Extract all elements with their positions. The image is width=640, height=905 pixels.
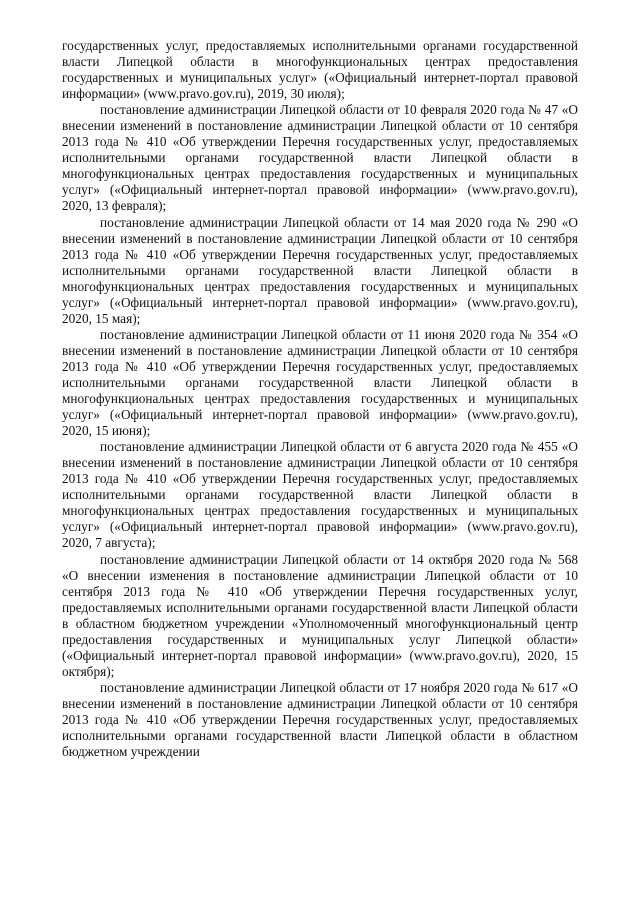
paragraph-resolution-568: постановление администрации Липецкой области от 14 октября 2020 года № 568 «О внесении изменения в постановление администрации Липецкой области от 10 сентября 2013 года № 410 «Об утверждении Перечня государственных услуг, предоставляемых исполнительными органами государственной власти Липецкой области в областном бюджетном учреждении «Уполномоченный многофункциональный центр предоставления государственных и муниципальных услуг Липецкой области» («Официальный интернет-портал правовой информации» (www.pravo.gov.ru), 2020, 15 октября); bbox=[62, 551, 578, 679]
document-page bbox=[62, 38, 578, 760]
paragraph-resolution-617: постановление администрации Липецкой области от 17 ноября 2020 года № 617 «О внесении изменений в постановление администрации Липецкой области от 10 сентября 2013 года № 410 «Об утверждении Перечня государственных услуг, предоставляемых исполнительными органами государственной власти Липецкой области в областном бюджетном учреждении bbox=[62, 679, 578, 760]
paragraph-resolution-455: постановление администрации Липецкой области от 6 августа 2020 года № 455 «О внесении изменений в постановление администрации Липецкой области от 10 сентября 2013 года № 410 «Об утверждении Перечня государственных услуг, предоставляемых исполнительными органами государственной власти Липецкой области в многофункциональных центрах предоставления государственных и муниципальных услуг» («Официальный интернет-портал правовой информации» (www.pravo.gov.ru), 2020, 7 августа); bbox=[62, 439, 578, 551]
paragraph-resolution-290: постановление администрации Липецкой области от 14 мая 2020 года № 290 «О внесении изменений в постановление администрации Липецкой области от 10 сентября 2013 года № 410 «Об утверждении Перечня государственных услуг, предоставляемых исполнительными органами государственной власти Липецкой области в многофункциональных центрах предоставления государственных и муниципальных услуг» («Официальный интернет-портал правовой информации» (www.pravo.gov.ru), 2020, 15 мая); bbox=[62, 214, 578, 326]
paragraph-resolution-354: постановление администрации Липецкой области от 11 июня 2020 года № 354 «О внесении изменений в постановление администрации Липецкой области от 10 сентября 2013 года № 410 «Об утверждении Перечня государственных услуг, предоставляемых исполнительными органами государственной власти Липецкой области в многофункциональных центрах предоставления государственных и муниципальных услуг» («Официальный интернет-портал правовой информации» (www.pravo.gov.ru), 2020, 15 июня); bbox=[62, 326, 578, 439]
paragraph-resolution-47: постановление администрации Липецкой области от 10 февраля 2020 года № 47 «О внесении изменений в постановление администрации Липецкой области от 10 сентября 2013 года № 410 «Об утверждении Перечня государственных услуг, предоставляемых исполнительными органами государственной власти Липецкой области в многофункциональных центрах предоставления государственных и муниципальных услуг» («Официальный интернет-портал правовой информации» (www.pravo.gov.ru), 2020, 13 февраля); bbox=[62, 102, 578, 214]
paragraph-continuation: государственных услуг, предоставляемых исполнительными органами государственной власти Липецкой области в многофункциональных центрах предоставления государственных и муниципальных услуг» («Официальный интернет-портал правовой информации» (www.pravo.gov.ru), 2019, 30 июля); bbox=[62, 38, 578, 102]
